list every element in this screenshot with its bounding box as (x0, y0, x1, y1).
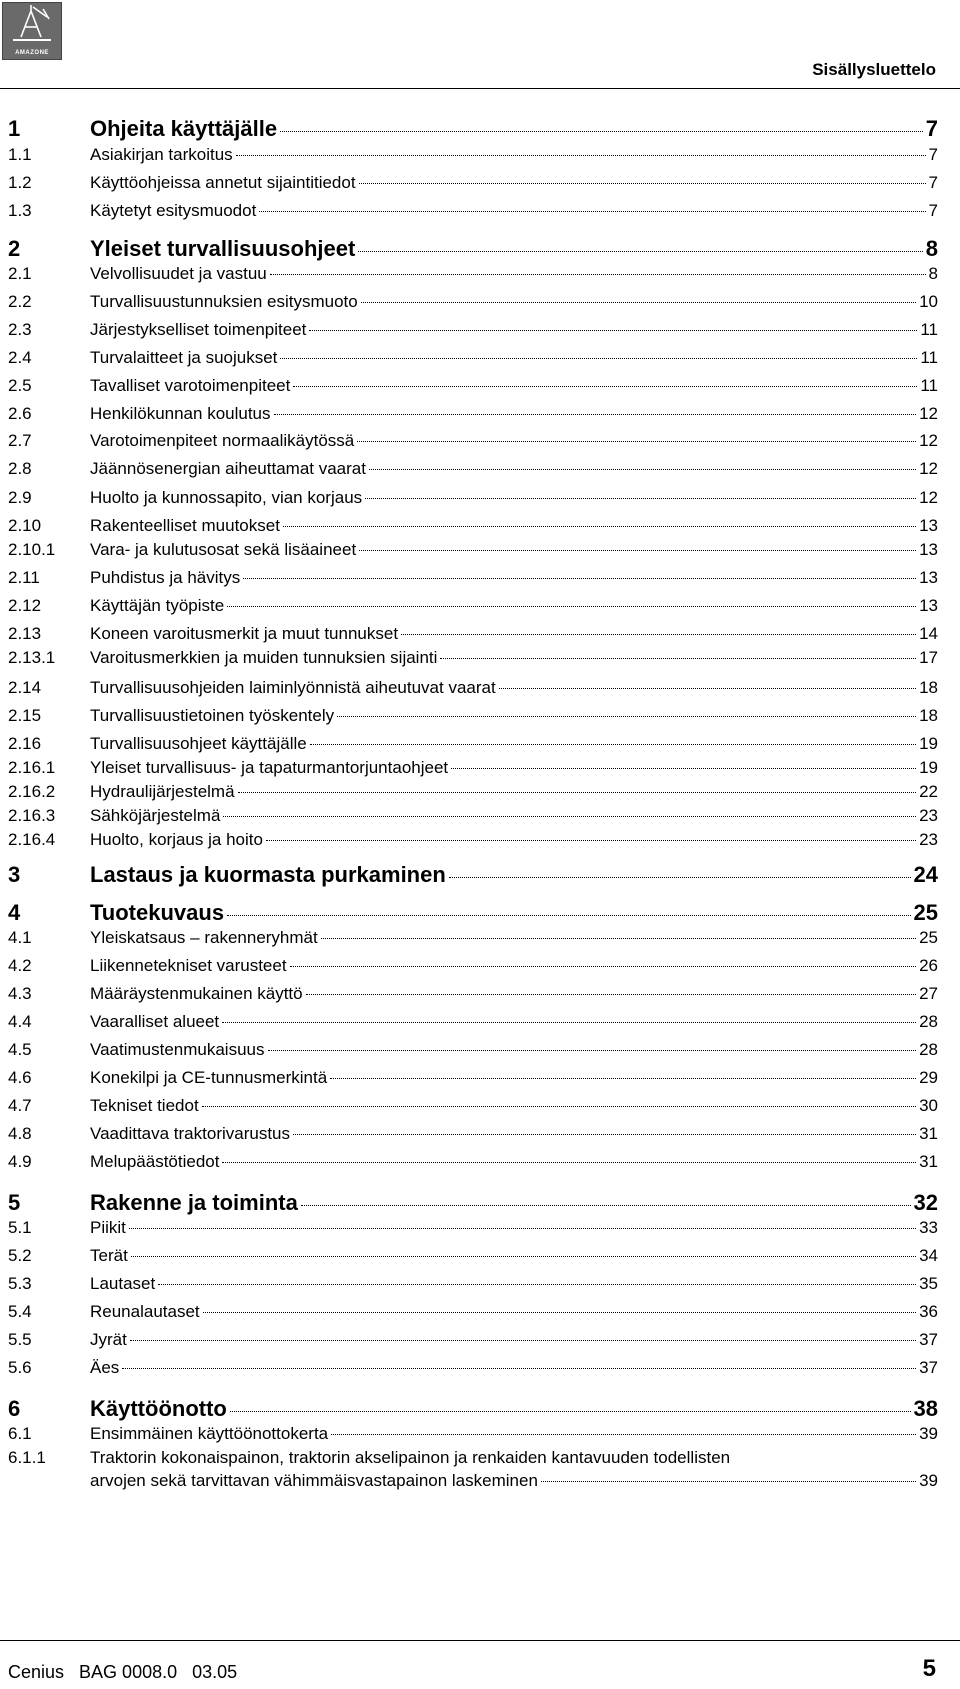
toc-dot-leader (130, 1340, 916, 1341)
toc-entry-page: 31 (919, 1124, 938, 1143)
toc-entry-page: 35 (919, 1274, 938, 1293)
toc-entry-title: Reunalautaset (90, 1302, 200, 1321)
toc-section-entry[interactable] (8, 1068, 938, 1088)
toc-entry-page: 23 (919, 806, 938, 825)
toc-dot-leader (283, 526, 916, 527)
toc-entry-page: 32 (913, 1190, 938, 1215)
toc-entry-number: 1.2 (8, 173, 32, 192)
toc-dot-leader (266, 840, 916, 841)
toc-dot-leader (293, 1134, 916, 1135)
toc-entry-number: 2.5 (8, 376, 32, 395)
toc-entry-number: 4.3 (8, 984, 32, 1003)
toc-entry-title: Ensimmäinen käyttöönottokerta (90, 1424, 329, 1443)
toc-section-entry[interactable] (8, 459, 938, 479)
toc-entry-number: 2.1 (8, 264, 32, 283)
toc-entry-number: 2.10.1 (8, 540, 56, 559)
toc-entry-title: Huolto ja kunnossapito, vian korjaus (90, 488, 363, 507)
toc-entry-page: 39 (919, 1424, 938, 1443)
toc-section-entry[interactable] (8, 404, 938, 424)
toc-dot-leader (451, 768, 916, 769)
toc-section-entry[interactable] (8, 678, 938, 698)
toc-entry-page: 18 (919, 678, 938, 697)
toc-section-entry[interactable] (8, 984, 938, 1004)
toc-entry-title: Vaatimustenmukaisuus (90, 1040, 265, 1059)
toc-dot-leader (227, 606, 916, 607)
toc-entry-page: 31 (919, 1152, 938, 1171)
toc-chapter-entry[interactable] (8, 116, 938, 142)
toc-dot-leader (236, 155, 926, 156)
footer-doc-code: BAG 0008.0 (79, 1662, 178, 1682)
toc-section-entry[interactable] (8, 1448, 938, 1491)
toc-section-entry[interactable] (8, 928, 938, 948)
toc-entry-page: 30 (919, 1096, 938, 1115)
toc-entry-page: 13 (919, 596, 938, 615)
toc-entry-number: 2.16 (8, 734, 42, 753)
toc-entry-number: 5.5 (8, 1330, 32, 1349)
toc-entry-page: 12 (919, 404, 938, 423)
toc-dot-leader (238, 792, 917, 793)
toc-entry-page: 26 (919, 956, 938, 975)
toc-dot-leader (293, 386, 917, 387)
toc-entry-number: 6 (8, 1396, 21, 1421)
toc-entry-title: Traktorin kokonaispainon, traktorin akselipainon ja renkaiden kantavuuden todellisten (90, 1448, 731, 1467)
amazone-logo (2, 2, 62, 60)
amazone-emblem-icon (3, 3, 61, 47)
toc-entry-title: Ohjeita käyttäjälle (90, 116, 278, 141)
toc-entry-title: Tekniset tiedot (90, 1096, 199, 1115)
page-header-title: Sisällysluettelo (812, 60, 936, 79)
toc-section-entry[interactable] (8, 540, 938, 560)
toc-entry-number: 2.14 (8, 678, 42, 697)
toc-section-entry[interactable] (8, 830, 938, 850)
toc-entry-title: Koneen varoitusmerkit ja muut tunnukset (90, 624, 399, 643)
toc-entry-title: Tavalliset varotoimenpiteet (90, 376, 291, 395)
toc-entry-page: 18 (919, 706, 938, 725)
toc-entry-title: Käyttöönotto (90, 1396, 227, 1421)
toc-entry-page: 17 (919, 648, 938, 667)
toc-entry-page: 33 (919, 1218, 938, 1237)
toc-entry-title: Tuotekuvaus (90, 900, 225, 925)
toc-dot-leader (270, 274, 926, 275)
toc-entry-title: Piikit (90, 1218, 126, 1237)
toc-dot-leader (401, 634, 916, 635)
toc-section-entry[interactable] (8, 806, 938, 826)
toc-entry-title: Lastaus ja kuormasta purkaminen (90, 862, 446, 887)
toc-entry-page: 11 (920, 320, 938, 339)
toc-entry-number: 2.16.2 (8, 782, 56, 801)
toc-entry-title: Turvalaitteet ja suojukset (90, 348, 278, 367)
toc-entry-page: 14 (919, 624, 938, 643)
toc-entry-number: 4.6 (8, 1068, 32, 1087)
toc-entry-number: 4.9 (8, 1152, 32, 1171)
toc-entry-number: 4.4 (8, 1012, 32, 1031)
toc-dot-leader (203, 1312, 916, 1313)
toc-section-entry[interactable] (8, 624, 938, 644)
toc-entry-page: 11 (920, 348, 938, 367)
toc-entry-title: Sähköjärjestelmä (90, 806, 221, 825)
header-divider (0, 88, 960, 89)
toc-entry-number: 5.2 (8, 1246, 32, 1265)
toc-entry-title: Puhdistus ja hävitys (90, 568, 241, 587)
toc-entry-number: 2 (8, 236, 21, 261)
toc-entry-number: 4 (8, 900, 21, 925)
toc-dot-leader (321, 938, 916, 939)
toc-entry-number: 1.3 (8, 201, 32, 220)
toc-entry-page: 37 (919, 1358, 938, 1377)
toc-dot-leader (331, 1434, 916, 1435)
toc-section-entry[interactable] (8, 1302, 938, 1322)
toc-entry-number: 5 (8, 1190, 21, 1215)
toc-section-entry[interactable] (8, 488, 938, 508)
toc-section-entry[interactable] (8, 734, 938, 754)
toc-dot-leader (223, 816, 916, 817)
toc-dot-leader (301, 1205, 911, 1206)
toc-entry-title: Turvallisuusohjeet käyttäjälle (90, 734, 307, 753)
toc-dot-leader (274, 414, 917, 415)
toc-entry-title: Vaadittava traktorivarustus (90, 1124, 290, 1143)
toc-entry-number: 4.7 (8, 1096, 32, 1115)
toc-dot-leader (290, 966, 917, 967)
toc-entry-number: 2.10 (8, 516, 42, 535)
toc-entry-title: Vaaralliset alueet (90, 1012, 220, 1031)
toc-entry-page: 23 (919, 830, 938, 849)
toc-entry-page: 12 (919, 431, 938, 450)
toc-entry-title: Henkilökunnan koulutus (90, 404, 271, 423)
toc-section-entry[interactable] (8, 1424, 938, 1444)
toc-entry-page: 8 (925, 236, 938, 261)
toc-entry-page: 7 (925, 116, 938, 141)
footer-page-number: 5 (922, 1655, 936, 1682)
toc-entry-number: 3 (8, 862, 21, 887)
toc-entry-title: Käyttöohjeissa annetut sijaintitiedot (90, 173, 356, 192)
toc-dot-leader (365, 498, 916, 499)
toc-entry-number: 4.1 (8, 928, 32, 947)
toc-entry-page: 39 (919, 1471, 938, 1490)
toc-entry-title: Lautaset (90, 1274, 156, 1293)
toc-section-entry[interactable] (8, 596, 938, 616)
toc-entry-title-continued: arvojen sekä tarvittavan vähimmäisvastapainon laskeminen (90, 1471, 538, 1490)
toc-entry-page: 28 (919, 1040, 938, 1059)
toc-entry-title: Konekilpi ja CE-tunnusmerkintä (90, 1068, 328, 1087)
toc-entry-number: 5.1 (8, 1218, 32, 1237)
toc-section-entry[interactable] (8, 1124, 938, 1144)
toc-section-entry[interactable] (8, 706, 938, 726)
toc-dot-leader (129, 1228, 916, 1229)
toc-entry-number: 2.12 (8, 596, 42, 615)
toc-entry-title: Yleiset turvallisuus- ja tapaturmantorjuntaohjeet (90, 758, 449, 777)
toc-chapter-entry[interactable] (8, 1190, 938, 1216)
toc-entry-title: Järjestykselliset toimenpiteet (90, 320, 307, 339)
toc-chapter-entry[interactable] (8, 1396, 938, 1422)
toc-entry-page: 13 (919, 540, 938, 559)
toc-entry-page: 10 (919, 292, 938, 311)
toc-entry-number: 2.7 (8, 431, 32, 450)
toc-entry-title: Yleiskatsaus – rakenneryhmät (90, 928, 318, 947)
toc-entry-number: 2.3 (8, 320, 32, 339)
toc-dot-leader (243, 578, 916, 579)
toc-entry-number: 5.3 (8, 1274, 32, 1293)
toc-dot-leader (306, 994, 916, 995)
toc-dot-leader (280, 131, 923, 132)
toc-entry-page: 38 (913, 1396, 938, 1421)
toc-dot-leader (268, 1050, 917, 1051)
toc-entry-number: 4.5 (8, 1040, 32, 1059)
toc-dot-leader (541, 1481, 916, 1482)
toc-entry-page: 28 (919, 1012, 938, 1031)
footer-edition: 03.05 (192, 1662, 238, 1682)
toc-entry-number: 2.16.1 (8, 758, 56, 777)
footer-doc-info (8, 1662, 247, 1683)
toc-entry-title: Terät (90, 1246, 128, 1265)
toc-entry-number: 2.16.4 (8, 830, 56, 849)
toc-entry-page: 12 (919, 488, 938, 507)
toc-entry-number: 2.15 (8, 706, 42, 725)
toc-section-entry[interactable] (8, 145, 938, 165)
toc-entry-title: Varotoimenpiteet normaalikäytössä (90, 431, 355, 450)
toc-dot-leader (499, 688, 916, 689)
toc-entry-title: Äes (90, 1358, 120, 1377)
toc-section-entry[interactable] (8, 1246, 938, 1266)
toc-section-entry[interactable] (8, 1358, 938, 1378)
toc-entry-title: Määräystenmukainen käyttö (90, 984, 303, 1003)
toc-entry-title: Hydraulijärjestelmä (90, 782, 235, 801)
toc-dot-leader (222, 1162, 916, 1163)
toc-entry-page: 36 (919, 1302, 938, 1321)
toc-entry-title: Käyttäjän työpiste (90, 596, 225, 615)
toc-entry-number: 4.2 (8, 956, 32, 975)
toc-section-entry[interactable] (8, 648, 938, 668)
toc-section-entry[interactable] (8, 431, 938, 451)
toc-entry-page: 25 (913, 900, 938, 925)
logo-text: AMAZONE (15, 50, 49, 56)
toc-entry-page: 25 (919, 928, 938, 947)
toc-section-entry[interactable] (8, 348, 938, 368)
toc-section-entry[interactable] (8, 1330, 938, 1350)
toc-entry-title: Melupäästötiedot (90, 1152, 220, 1171)
toc-entry-number: 2.9 (8, 488, 32, 507)
toc-entry-title: Turvallisuustunnuksien esitysmuoto (90, 292, 358, 311)
toc-dot-leader (330, 1078, 916, 1079)
toc-dot-leader (131, 1256, 916, 1257)
toc-section-entry[interactable] (8, 1040, 938, 1060)
toc-section-entry[interactable] (8, 1152, 938, 1172)
toc-chapter-entry[interactable] (8, 900, 938, 926)
toc-entry-number: 2.13.1 (8, 648, 56, 667)
toc-entry-page: 7 (928, 145, 938, 164)
toc-dot-leader (359, 183, 926, 184)
toc-section-entry[interactable] (8, 201, 938, 221)
toc-entry-number: 5.6 (8, 1358, 32, 1377)
toc-entry-page: 37 (919, 1330, 938, 1349)
toc-entry-page: 34 (919, 1246, 938, 1265)
toc-dot-leader (309, 330, 917, 331)
toc-entry-page: 13 (919, 568, 938, 587)
toc-section-entry[interactable] (8, 568, 938, 588)
toc-dot-leader (358, 251, 922, 252)
toc-entry-number: 2.11 (8, 568, 40, 587)
toc-entry-number: 6.1.1 (8, 1448, 46, 1467)
toc-dot-leader (158, 1284, 916, 1285)
toc-dot-leader (361, 302, 916, 303)
toc-section-entry[interactable] (8, 264, 938, 284)
toc-entry-number: 2.16.3 (8, 806, 56, 825)
toc-entry-page: 27 (919, 984, 938, 1003)
toc-entry-title: Rakenteelliset muutokset (90, 516, 280, 535)
toc-entry-title: Yleiset turvallisuusohjeet (90, 236, 356, 261)
toc-entry-title: Käytetyt esitysmuodot (90, 201, 257, 220)
toc-entry-title: Asiakirjan tarkoitus (90, 145, 233, 164)
toc-entry-number: 2.2 (8, 292, 32, 311)
toc-entry-page: 22 (919, 782, 938, 801)
toc-dot-leader (440, 658, 916, 659)
toc-entry-page: 7 (928, 201, 938, 220)
toc-dot-leader (359, 550, 916, 551)
toc-dot-leader (202, 1106, 916, 1107)
toc-dot-leader (230, 1411, 911, 1412)
toc-entry-page: 24 (913, 862, 938, 887)
footer-divider (0, 1640, 960, 1641)
toc-entry-title: Velvollisuudet ja vastuu (90, 264, 267, 283)
toc-section-entry[interactable] (8, 758, 938, 778)
toc-entry-number: 1.1 (8, 145, 32, 164)
toc-entry-number: 6.1 (8, 1424, 32, 1443)
toc-section-entry[interactable] (8, 782, 938, 802)
toc-dot-leader (449, 877, 911, 878)
toc-entry-number: 2.8 (8, 459, 32, 478)
toc-section-entry[interactable] (8, 320, 938, 340)
toc-entry-number: 5.4 (8, 1302, 32, 1321)
toc-dot-leader (280, 358, 917, 359)
toc-dot-leader (259, 211, 925, 212)
toc-entry-title: Turvallisuustietoinen työskentely (90, 706, 335, 725)
toc-entry-page: 29 (919, 1068, 938, 1087)
toc-entry-title: Turvallisuusohjeiden laiminlyönnistä aiheutuvat vaarat (90, 678, 496, 697)
toc-section-entry[interactable] (8, 376, 938, 396)
toc-entry-title: Vara- ja kulutusosat sekä lisäaineet (90, 540, 357, 559)
toc-entry-number: 2.13 (8, 624, 42, 643)
toc-section-entry[interactable] (8, 1274, 938, 1294)
toc-chapter-entry[interactable] (8, 236, 938, 262)
toc-entry-number: 1 (8, 116, 21, 141)
toc-entry-title: Huolto, korjaus ja hoito (90, 830, 263, 849)
toc-chapter-entry[interactable] (8, 862, 938, 888)
toc-dot-leader (310, 744, 916, 745)
toc-dot-leader (369, 469, 916, 470)
toc-section-entry[interactable] (8, 1096, 938, 1116)
toc-entry-number: 2.4 (8, 348, 32, 367)
toc-entry-number: 2.6 (8, 404, 32, 423)
toc-entry-page: 11 (920, 376, 938, 395)
toc-section-entry[interactable] (8, 173, 938, 193)
toc-dot-leader (227, 915, 910, 916)
toc-entry-page: 19 (919, 758, 938, 777)
toc-entry-page: 13 (919, 516, 938, 535)
toc-dot-leader (222, 1022, 916, 1023)
toc-dot-leader (337, 716, 916, 717)
toc-entry-title: Liikennetekniset varusteet (90, 956, 287, 975)
toc-entry-number: 4.8 (8, 1124, 32, 1143)
toc-dot-leader (122, 1368, 916, 1369)
toc-entry-page: 8 (928, 264, 938, 283)
toc-dot-leader (357, 441, 916, 442)
toc-section-entry[interactable] (8, 1012, 938, 1032)
toc-entry-title: Varoitusmerkkien ja muiden tunnuksien sijainti (90, 648, 438, 667)
toc-section-entry[interactable] (8, 956, 938, 976)
toc-section-entry[interactable] (8, 292, 938, 312)
toc-section-entry[interactable] (8, 516, 938, 536)
toc-section-entry[interactable] (8, 1218, 938, 1238)
toc-entry-page: 12 (919, 459, 938, 478)
toc-entry-title: Jäännösenergian aiheuttamat vaarat (90, 459, 366, 478)
toc-entry-title: Rakenne ja toiminta (90, 1190, 298, 1215)
toc-entry-title: Jyrät (90, 1330, 127, 1349)
toc-entry-page: 19 (919, 734, 938, 753)
toc-entry-page: 7 (928, 173, 938, 192)
footer-model: Cenius (8, 1662, 65, 1682)
